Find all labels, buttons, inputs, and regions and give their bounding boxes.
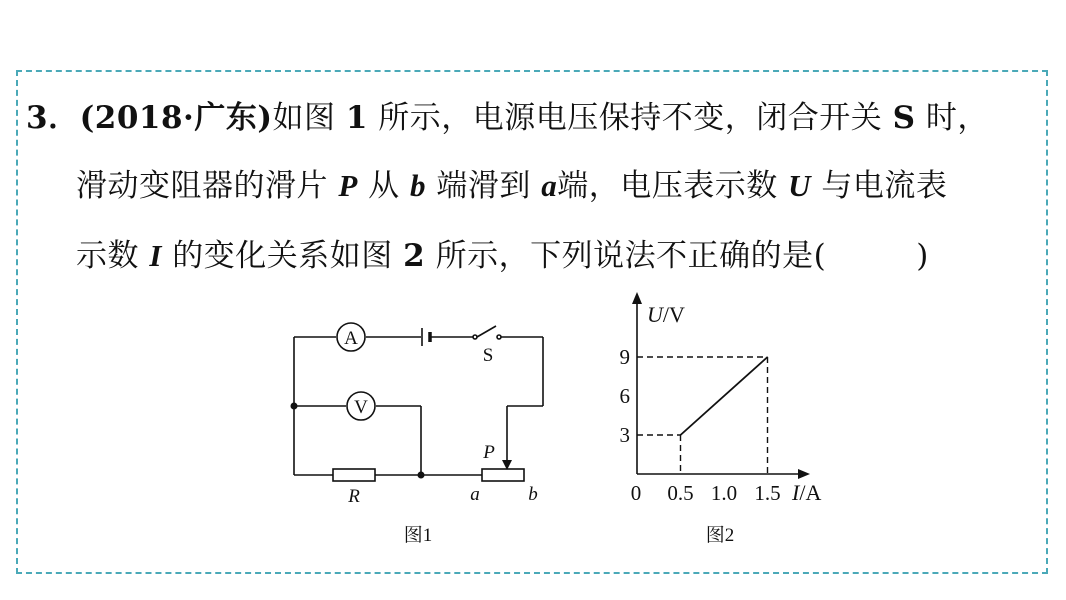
end-a-label: a	[470, 484, 480, 505]
x-tick-label: 1.0	[710, 481, 738, 505]
question-number: 3	[26, 100, 49, 136]
figure1-caption: 图1	[403, 525, 433, 546]
x-tick-label: 0.5	[667, 481, 694, 505]
end-b-label: b	[528, 484, 538, 505]
ammeter-label: A	[344, 328, 358, 349]
resistor-label: R	[348, 486, 360, 507]
data-line	[681, 357, 768, 435]
slider-label: P	[483, 442, 495, 463]
origin-label: 0	[630, 481, 642, 505]
y-tick-label: 6	[619, 384, 630, 408]
x-tick-label: 1.5	[754, 481, 781, 505]
y-tick-label: 3	[619, 423, 630, 447]
y-axis-arrow	[632, 292, 642, 304]
figure2-caption: 图2	[705, 525, 735, 546]
voltmeter-label: V	[354, 397, 368, 418]
question-line-3: 示数 I 的变化关系如图 2 所示，下列说法不正确的是( )	[76, 238, 929, 274]
y-tick-label: 9	[619, 345, 630, 369]
x-axis-arrow	[798, 469, 810, 479]
y-axis-label: U/V	[647, 302, 685, 327]
question-source: (2018·广东)	[79, 100, 273, 136]
question-line-1: 3．(2018·广东)如图 1 所示，电源电压保持不变，闭合开关 S 时，	[26, 100, 989, 136]
question-line-2: 滑动变阻器的滑片 P 从 b 端滑到 a端，电压表示数 U 与电流表	[76, 168, 948, 204]
switch-label: S	[482, 345, 494, 366]
x-axis-label: I/A	[792, 480, 822, 505]
